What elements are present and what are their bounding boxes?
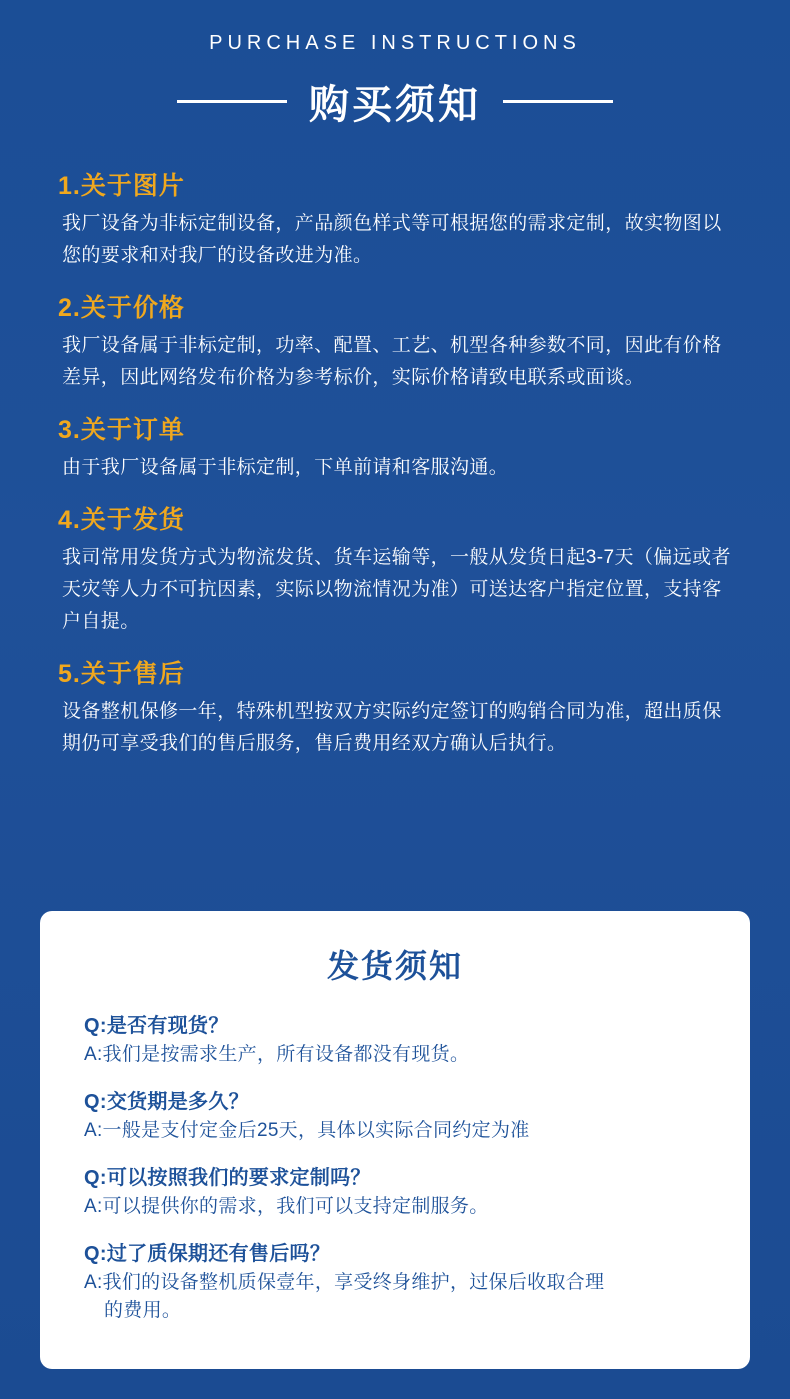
section-title: 2.关于价格	[58, 294, 185, 322]
page-title: 购买须知	[309, 83, 481, 127]
card-title: 发货须知	[326, 948, 463, 984]
title-rule-right	[503, 100, 613, 103]
title-rule-left	[177, 100, 287, 103]
faq-answer-line-1: A:我们的设备整机质保壹年，享受终身维护，过保后收取合理	[84, 1272, 605, 1293]
faq-question: Q:是否有现货？	[84, 1015, 229, 1037]
english-title: PURCHASE INSTRUCTIONS	[209, 32, 581, 54]
faq-item	[40, 1161, 750, 1221]
instructions-content	[0, 130, 790, 760]
section-title: 1.关于图片	[58, 172, 185, 200]
faq-answer-line-2: 的费用。	[104, 1300, 182, 1321]
faq-question: Q:可以按照我们的要求定制吗？	[84, 1167, 371, 1189]
section-title: 4.关于发货	[58, 506, 185, 534]
instruction-section	[48, 654, 742, 760]
faq-answer: A:一般是支付定金后25天，具体以实际合同约定为准	[84, 1120, 530, 1141]
section-title: 3.关于订单	[58, 416, 185, 444]
faq-answer: A:可以提供你的需求，我们可以支持定制服务。	[84, 1196, 489, 1217]
faq-item	[40, 1237, 750, 1325]
section-body: 由于我厂设备属于非标定制，下单前请和客服沟通。	[62, 457, 509, 478]
section-body: 设备整机保修一年，特殊机型按双方实际约定签订的购销合同为准，超出质保期仍可享受我们的售后服务，售后费用经双方确认后执行。	[62, 701, 722, 754]
section-body: 我司常用发货方式为物流发货、货车运输等，一般从发货日起3-7天（偏远或者天灾等人力不可抗因素，实际以物流情况为准）可送达客户指定位置，支持客户自提。	[62, 547, 731, 632]
faq-answer	[84, 1269, 706, 1325]
title-row	[0, 73, 790, 130]
page-header	[0, 0, 790, 130]
section-body: 我厂设备属于非标定制，功率、配置、工艺、机型各种参数不同，因此有价格差异，因此网络发布价格为参考标价，实际价格请致电联系或面谈。	[62, 335, 722, 388]
faq-item	[40, 1085, 750, 1145]
faq-answer: A:我们是按需求生产，所有设备都没有现货。	[84, 1044, 470, 1065]
shipping-notice-card	[40, 911, 750, 1369]
faq-question: Q:过了质保期还有售后吗？	[84, 1243, 331, 1265]
instruction-section	[48, 500, 742, 638]
instruction-section	[48, 166, 742, 272]
faq-question: Q:交货期是多久？	[84, 1091, 249, 1113]
section-body: 我厂设备为非标定制设备，产品颜色样式等可根据您的需求定制，故实物图以您的要求和对我厂的设备改进为准。	[62, 213, 722, 266]
instruction-section	[48, 410, 742, 484]
section-title: 5.关于售后	[58, 660, 185, 688]
instruction-section	[48, 288, 742, 394]
faq-item	[40, 1009, 750, 1069]
